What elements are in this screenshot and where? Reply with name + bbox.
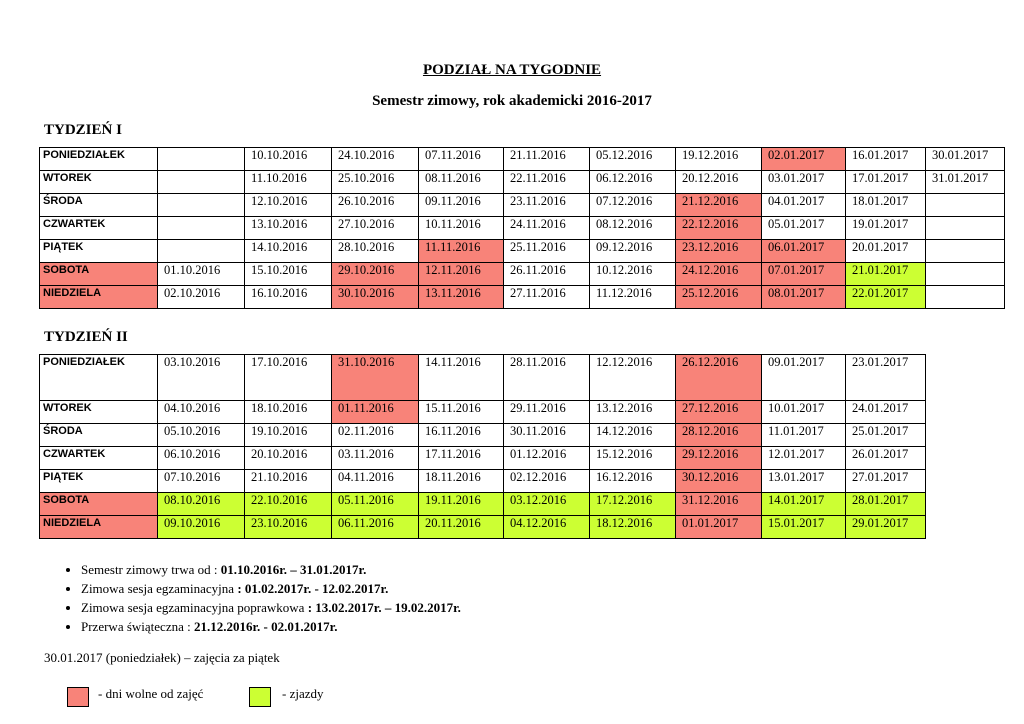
date-cell: 24.10.2016	[332, 148, 419, 171]
table-row	[40, 355, 926, 401]
page-subtitle: Semestr zimowy, rok akademicki 2016-2017	[372, 93, 652, 109]
date-cell: 25.10.2016	[332, 171, 419, 194]
date-cell: 28.11.2016	[504, 355, 590, 401]
date-cell	[158, 240, 245, 263]
date-cell: 19.12.2016	[676, 148, 762, 171]
day-name-cell: PIĄTEK	[40, 240, 158, 263]
table-row	[40, 263, 1005, 286]
date-cell: 05.12.2016	[590, 148, 676, 171]
date-cell: 14.12.2016	[590, 424, 676, 447]
date-cell: 13.10.2016	[245, 217, 332, 240]
date-cell: 18.01.2017	[846, 194, 926, 217]
week1-heading: TYDZIEŃ I	[44, 122, 122, 138]
date-cell: 15.12.2016	[590, 447, 676, 470]
date-cell: 12.12.2016	[590, 355, 676, 401]
date-cell	[926, 263, 1005, 286]
date-cell: 26.01.2017	[846, 447, 926, 470]
week1-table	[39, 147, 1005, 309]
date-cell: 11.10.2016	[245, 171, 332, 194]
date-cell	[158, 171, 245, 194]
date-cell: 05.10.2016	[158, 424, 245, 447]
date-cell: 29.12.2016	[676, 447, 762, 470]
date-cell: 23.11.2016	[504, 194, 590, 217]
table-row	[40, 286, 1005, 309]
date-cell: 04.01.2017	[762, 194, 846, 217]
date-cell: 14.10.2016	[245, 240, 332, 263]
date-cell: 29.10.2016	[332, 263, 419, 286]
note-item: • Przerwa świąteczna : 21.12.2016r. - 02.01.2017r.	[81, 617, 461, 636]
table-row	[40, 424, 926, 447]
date-cell: 07.10.2016	[158, 470, 245, 493]
date-cell: 26.10.2016	[332, 194, 419, 217]
notes-list	[55, 560, 461, 636]
date-cell: 08.01.2017	[762, 286, 846, 309]
date-cell: 25.12.2016	[676, 286, 762, 309]
date-cell: 06.12.2016	[590, 171, 676, 194]
date-cell: 10.11.2016	[419, 217, 504, 240]
date-cell: 08.10.2016	[158, 493, 245, 516]
date-cell: 17.12.2016	[590, 493, 676, 516]
day-name-cell: WTOREK	[40, 401, 158, 424]
table-row	[40, 240, 1005, 263]
date-cell: 29.01.2017	[846, 516, 926, 539]
table-row	[40, 401, 926, 424]
date-cell	[926, 217, 1005, 240]
day-name-cell: NIEDZIELA	[40, 286, 158, 309]
date-cell: 07.12.2016	[590, 194, 676, 217]
date-cell: 08.12.2016	[590, 217, 676, 240]
date-cell: 13.11.2016	[419, 286, 504, 309]
date-cell: 30.11.2016	[504, 424, 590, 447]
table-row	[40, 217, 1005, 240]
date-cell	[926, 194, 1005, 217]
date-cell: 27.10.2016	[332, 217, 419, 240]
date-cell: 23.01.2017	[846, 355, 926, 401]
date-cell: 31.01.2017	[926, 171, 1005, 194]
date-cell: 09.11.2016	[419, 194, 504, 217]
date-cell: 06.11.2016	[332, 516, 419, 539]
date-cell: 01.12.2016	[504, 447, 590, 470]
date-cell: 28.10.2016	[332, 240, 419, 263]
date-cell: 10.12.2016	[590, 263, 676, 286]
date-cell: 02.11.2016	[332, 424, 419, 447]
date-cell: 24.12.2016	[676, 263, 762, 286]
date-cell: 28.12.2016	[676, 424, 762, 447]
date-cell: 06.10.2016	[158, 447, 245, 470]
date-cell: 13.01.2017	[762, 470, 846, 493]
note-item: • Zimowa sesja egzaminacyjna : 01.02.2017r. - 12.02.2017r.	[81, 579, 461, 598]
week2-heading: TYDZIEŃ II	[44, 329, 128, 345]
date-cell: 12.10.2016	[245, 194, 332, 217]
table-row	[40, 470, 926, 493]
date-cell: 04.12.2016	[504, 516, 590, 539]
date-cell: 18.12.2016	[590, 516, 676, 539]
date-cell: 20.01.2017	[846, 240, 926, 263]
date-cell: 26.12.2016	[676, 355, 762, 401]
date-cell: 12.11.2016	[419, 263, 504, 286]
date-cell	[926, 240, 1005, 263]
date-cell: 23.10.2016	[245, 516, 332, 539]
date-cell: 15.10.2016	[245, 263, 332, 286]
date-cell: 24.01.2017	[846, 401, 926, 424]
day-name-cell: PONIEDZIAŁEK	[40, 355, 158, 401]
date-cell: 22.12.2016	[676, 217, 762, 240]
date-cell: 23.12.2016	[676, 240, 762, 263]
date-cell: 18.11.2016	[419, 470, 504, 493]
date-cell: 01.10.2016	[158, 263, 245, 286]
date-cell: 11.11.2016	[419, 240, 504, 263]
date-cell: 30.12.2016	[676, 470, 762, 493]
date-cell: 02.10.2016	[158, 286, 245, 309]
day-name-cell: SOBOTA	[40, 493, 158, 516]
date-cell: 14.01.2017	[762, 493, 846, 516]
date-cell: 12.01.2017	[762, 447, 846, 470]
date-cell: 15.01.2017	[762, 516, 846, 539]
day-name-cell: SOBOTA	[40, 263, 158, 286]
date-cell: 09.12.2016	[590, 240, 676, 263]
date-cell: 19.11.2016	[419, 493, 504, 516]
date-cell: 03.12.2016	[504, 493, 590, 516]
table-row	[40, 148, 1005, 171]
date-cell: 25.11.2016	[504, 240, 590, 263]
date-cell: 19.10.2016	[245, 424, 332, 447]
date-cell: 22.11.2016	[504, 171, 590, 194]
date-cell: 16.11.2016	[419, 424, 504, 447]
date-cell: 21.01.2017	[846, 263, 926, 286]
date-cell: 17.11.2016	[419, 447, 504, 470]
note-item: • Zimowa sesja egzaminacyjna poprawkowa : 13.02.2017r. – 19.02.2017r.	[81, 598, 461, 617]
page-title: PODZIAŁ NA TYGODNIE	[422, 62, 602, 78]
date-cell: 03.11.2016	[332, 447, 419, 470]
day-name-cell: WTOREK	[40, 171, 158, 194]
date-cell: 09.10.2016	[158, 516, 245, 539]
week2-table	[39, 354, 926, 539]
day-name-cell: ŚRODA	[40, 424, 158, 447]
day-name-cell: PIĄTEK	[40, 470, 158, 493]
day-name-cell: CZWARTEK	[40, 217, 158, 240]
legend-holiday-swatch	[67, 687, 89, 707]
date-cell: 21.12.2016	[676, 194, 762, 217]
date-cell: 02.01.2017	[762, 148, 846, 171]
date-cell: 05.11.2016	[332, 493, 419, 516]
date-cell: 22.10.2016	[245, 493, 332, 516]
table-row	[40, 447, 926, 470]
date-cell: 03.01.2017	[762, 171, 846, 194]
date-cell: 20.11.2016	[419, 516, 504, 539]
date-cell: 27.12.2016	[676, 401, 762, 424]
table-row	[40, 194, 1005, 217]
note-item: • Semestr zimowy trwa od : 01.10.2016r. – 31.01.2017r.	[81, 560, 461, 579]
table-row	[40, 171, 1005, 194]
date-cell: 16.10.2016	[245, 286, 332, 309]
date-cell: 10.10.2016	[245, 148, 332, 171]
date-cell: 14.11.2016	[419, 355, 504, 401]
date-cell: 03.10.2016	[158, 355, 245, 401]
date-cell: 16.01.2017	[846, 148, 926, 171]
date-cell: 07.01.2017	[762, 263, 846, 286]
date-cell: 01.01.2017	[676, 516, 762, 539]
date-cell: 01.11.2016	[332, 401, 419, 424]
date-cell: 02.12.2016	[504, 470, 590, 493]
date-cell	[158, 217, 245, 240]
date-cell: 11.12.2016	[590, 286, 676, 309]
date-cell: 31.10.2016	[332, 355, 419, 401]
date-cell: 07.11.2016	[419, 148, 504, 171]
date-cell: 26.11.2016	[504, 263, 590, 286]
date-cell: 05.01.2017	[762, 217, 846, 240]
date-cell	[158, 148, 245, 171]
date-cell: 04.11.2016	[332, 470, 419, 493]
date-cell: 30.10.2016	[332, 286, 419, 309]
date-cell: 08.11.2016	[419, 171, 504, 194]
date-cell: 16.12.2016	[590, 470, 676, 493]
date-cell: 25.01.2017	[846, 424, 926, 447]
legend-session-swatch	[249, 687, 271, 707]
date-cell: 24.11.2016	[504, 217, 590, 240]
date-cell: 13.12.2016	[590, 401, 676, 424]
legend-holiday-label: - dni wolne od zajęć	[98, 686, 204, 701]
date-cell: 17.01.2017	[846, 171, 926, 194]
friday-swap-note: 30.01.2017 (poniedziałek) – zajęcia za piątek	[44, 650, 280, 665]
date-cell: 31.12.2016	[676, 493, 762, 516]
date-cell: 09.01.2017	[762, 355, 846, 401]
legend-session-label: - zjazdy	[282, 686, 324, 701]
date-cell: 11.01.2017	[762, 424, 846, 447]
date-cell: 29.11.2016	[504, 401, 590, 424]
date-cell: 18.10.2016	[245, 401, 332, 424]
date-cell: 10.01.2017	[762, 401, 846, 424]
date-cell	[926, 286, 1005, 309]
day-name-cell: CZWARTEK	[40, 447, 158, 470]
date-cell: 15.11.2016	[419, 401, 504, 424]
day-name-cell: PONIEDZIAŁEK	[40, 148, 158, 171]
date-cell: 21.10.2016	[245, 470, 332, 493]
table-row	[40, 493, 926, 516]
day-name-cell: ŚRODA	[40, 194, 158, 217]
date-cell: 17.10.2016	[245, 355, 332, 401]
date-cell: 30.01.2017	[926, 148, 1005, 171]
date-cell: 04.10.2016	[158, 401, 245, 424]
date-cell: 27.11.2016	[504, 286, 590, 309]
date-cell: 27.01.2017	[846, 470, 926, 493]
date-cell: 21.11.2016	[504, 148, 590, 171]
date-cell	[158, 194, 245, 217]
table-row	[40, 516, 926, 539]
date-cell: 22.01.2017	[846, 286, 926, 309]
date-cell: 20.12.2016	[676, 171, 762, 194]
date-cell: 19.01.2017	[846, 217, 926, 240]
day-name-cell: NIEDZIELA	[40, 516, 158, 539]
date-cell: 20.10.2016	[245, 447, 332, 470]
date-cell: 28.01.2017	[846, 493, 926, 516]
date-cell: 06.01.2017	[762, 240, 846, 263]
